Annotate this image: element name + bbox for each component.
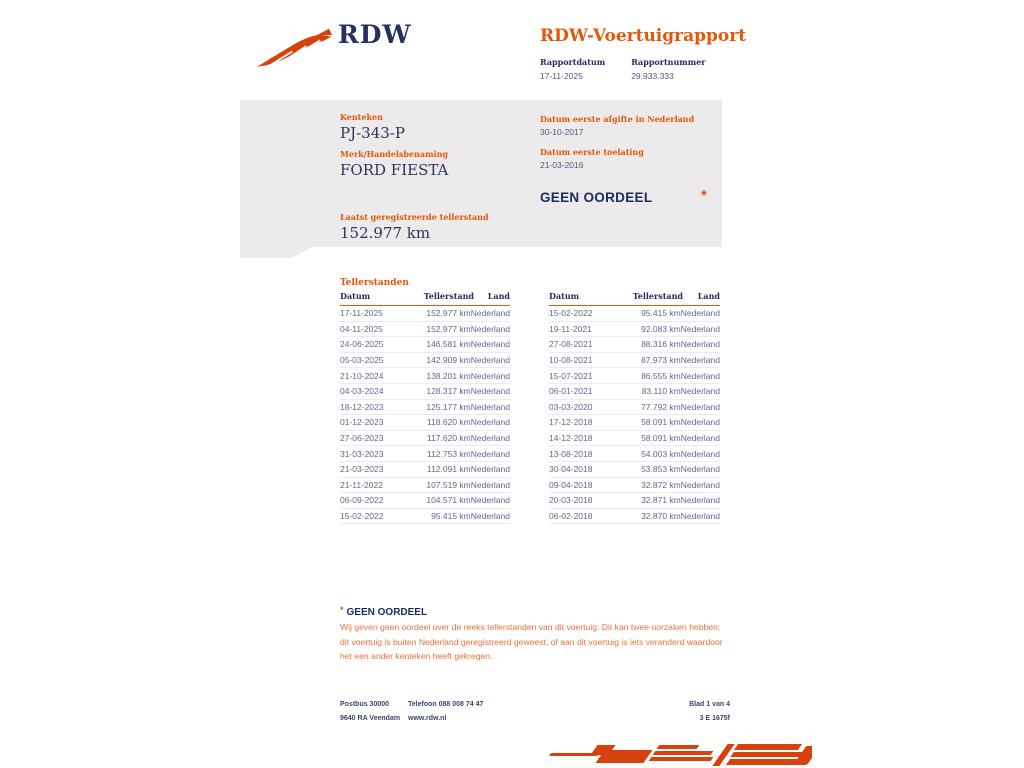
cell-datum: 17-12-2018 [549,417,593,428]
table-row [549,368,720,384]
toelating-label: Datum eerste toelating [540,147,644,157]
afgifte-field [540,114,694,137]
table-row [549,431,720,447]
cell-datum: 06-09-2022 [340,495,384,506]
column-header-datum: Datum [549,291,580,301]
table-row [549,446,720,462]
cell-stand: 95.415 km [431,511,471,522]
table-row [340,493,510,509]
cell-stand: 32.871 km [641,495,681,506]
table-header [549,291,720,306]
table-body [340,306,510,524]
cell-datum: 13-08-2018 [549,448,593,459]
cell-land: Nederland [470,433,510,444]
afgifte-label: Datum eerste afgifte in Nederland [540,114,695,124]
cell-land: Nederland [680,479,720,490]
cell-stand: 83.110 km [641,386,681,397]
table-row [549,400,720,416]
table-row [549,509,720,525]
footnote-asterisk: * [340,605,344,615]
cell-datum: 15-02-2022 [340,511,384,522]
footer-page-number: Blad 1 van 4 [689,701,730,708]
cell-datum: 15-02-2022 [549,308,593,319]
cell-stand: 92.083 km [641,323,681,334]
table-row [340,368,510,384]
footer-address-line1: Postbus 30000 [340,701,390,708]
column-header-land: Land [487,291,510,301]
cell-land: Nederland [470,464,510,475]
rdw-wing-logo-icon [256,24,334,70]
verdict-asterisk: * [701,187,707,204]
cell-datum: 14-12-2018 [549,433,593,444]
cell-land: Nederland [680,495,720,506]
report-meta [540,57,706,81]
cell-stand: 58.091 km [641,417,681,428]
tellerstand-label: Laatst geregistreerde tellerstand [340,212,489,222]
table-row [549,384,720,400]
cell-datum: 20-03-2018 [549,495,593,506]
cell-datum: 30-04-2018 [549,464,593,475]
cell-land: Nederland [470,511,510,522]
cell-stand: 32.872 km [641,479,681,490]
table-row [340,478,510,494]
cell-datum: 09-04-2018 [549,479,593,490]
cell-datum: 01-12-2023 [340,417,384,428]
column-header-tellerstand: Tellerstand [423,291,474,301]
cell-stand: 54.003 km [641,448,681,459]
cell-stand: 58.091 km [641,433,681,444]
cell-datum: 31-03-2023 [340,448,384,459]
cell-datum: 18-12-2023 [340,401,384,412]
cell-land: Nederland [470,417,510,428]
cell-stand: 117.620 km [426,433,471,444]
table-row [549,415,720,431]
report-number-value: 29.933.333 [631,71,674,81]
cell-stand: 95.415 km [641,308,681,319]
cell-stand: 112.091 km [426,464,471,475]
table-row [549,462,720,478]
cell-land: Nederland [680,355,720,366]
table-row [549,306,720,322]
cell-land: Nederland [680,386,720,397]
table-row [340,384,510,400]
cell-land: Nederland [680,417,720,428]
cell-datum: 19-11-2021 [549,323,592,334]
cell-stand: 87.973 km [641,355,681,366]
table-row [340,462,510,478]
cell-stand: 128.317 km [426,386,471,397]
tellerstanden-table-left [340,291,510,524]
cell-stand: 107.519 km [426,479,471,490]
tellerstand-value: 152.977 km [340,224,431,242]
table-row [340,322,510,338]
cell-datum: 24-06-2025 [340,339,384,350]
cell-stand: 86.555 km [641,370,681,381]
cell-stand: 53.853 km [641,464,681,475]
afgifte-value: 30-10-2017 [540,127,584,137]
cell-stand: 88.316 km [641,339,681,350]
cell-datum: 04-11-2025 [340,323,383,334]
cell-land: Nederland [680,401,720,412]
cell-land: Nederland [470,401,510,412]
toelating-field [540,147,644,170]
table-row [549,353,720,369]
cell-stand: 138.201 km [426,370,471,381]
table-row [549,322,720,338]
column-header-datum: Datum [340,291,371,301]
merk-field [340,149,448,179]
cell-datum: 05-03-2025 [340,355,384,366]
footer-address-line2: 9640 RA Veendam [340,715,401,722]
report-number-label: Rapportnummer [631,57,706,67]
cell-datum: 06-02-2018 [549,511,593,522]
table-row [549,478,720,494]
document-title: RDW-Voertuigrapport [540,26,747,46]
table-row [340,337,510,353]
table-row [340,415,510,431]
cell-land: Nederland [470,386,510,397]
cell-land: Nederland [470,370,510,381]
rdw-wordmark: RDW [338,20,412,49]
cell-stand: 152.977 km [426,323,471,334]
cell-land: Nederland [470,479,510,490]
cell-land: Nederland [680,433,720,444]
report-date-label: Rapportdatum [540,57,606,67]
kenteken-value: PJ-343-P [340,124,405,142]
cell-stand: 104.571 km [426,495,471,506]
cell-datum: 06-01-2021 [549,386,593,397]
decorative-stripes-graphic [548,742,812,768]
footer-right [600,701,730,722]
merk-value: FORD FIESTA [340,161,449,179]
cell-datum: 15-07-2021 [549,370,593,381]
cell-datum: 27-06-2023 [340,433,384,444]
cell-land: Nederland [680,511,720,522]
column-header-tellerstand: Tellerstand [632,291,683,301]
cell-stand: 32.870 km [641,511,681,522]
table-row [340,353,510,369]
cell-datum: 10-08-2021 [549,355,593,366]
table-row [340,446,510,462]
table-row [340,509,510,525]
footer-website: www.rdw.nl [408,715,447,722]
cell-land: Nederland [470,323,510,334]
cell-stand: 77.792 km [641,401,681,412]
kenteken-label: Kenteken [340,112,383,122]
table-row [549,493,720,509]
kenteken-field [340,112,405,142]
cell-land: Nederland [680,323,720,334]
cell-stand: 112.753 km [426,448,471,459]
footnote-title: GEEN OORDEEL [346,607,428,618]
cell-stand: 125.177 km [426,401,471,412]
cell-stand: 152.977 km [426,308,471,319]
cell-datum: 03-03-2020 [549,401,593,412]
cell-land: Nederland [680,339,720,350]
table-row [340,306,510,322]
cell-datum: 21-10-2024 [340,370,384,381]
cell-land: Nederland [680,308,720,319]
column-header-land: Land [697,291,720,301]
cell-stand: 146.581 km [426,339,471,350]
footnote-heading [340,605,427,618]
cell-stand: 118.620 km [426,417,471,428]
toelating-value: 21-03-2016 [540,160,584,170]
cell-datum: 04-03-2024 [340,386,384,397]
summary-box-corner-tab [240,247,312,258]
cell-datum: 21-11-2022 [340,479,383,490]
table-row [340,400,510,416]
cell-land: Nederland [680,370,720,381]
merk-label: Merk/Handelsbenaming [340,149,449,159]
cell-land: Nederland [470,308,510,319]
cell-land: Nederland [470,448,510,459]
cell-stand: 142.909 km [426,355,471,366]
verdict-text: GEEN OORDEEL [540,190,653,205]
footer-form-code: 3 E 1675f [699,715,730,722]
cell-land: Nederland [470,495,510,506]
cell-datum: 21-03-2023 [340,464,384,475]
table-body [549,306,720,524]
cell-datum: 17-11-2025 [340,308,383,319]
footer-phone: Telefoon 088 008 74 47 [408,701,484,708]
cell-land: Nederland [470,355,510,366]
cell-datum: 27-08-2021 [549,339,593,350]
table-row [549,337,720,353]
tellerstanden-table-right [549,291,720,524]
table-header [340,291,510,306]
cell-land: Nederland [470,339,510,350]
cell-land: Nederland [680,464,720,475]
report-date-value: 17-11-2025 [540,71,583,81]
footnote-paragraph: Wij geven geen oordeel over de reeks tellerstanden van dit voertuig. Dit kan twee oorzaken hebben: dit voertuig is buiten Nederland geregistreerd geweest, of aan dit voertuig is iets veranderd waardoor het een ander kenteken heeft gekregen. [340,622,723,661]
tellerstanden-section-title: Tellerstanden [340,278,409,288]
cell-land: Nederland [680,448,720,459]
tellerstand-field [340,212,489,242]
table-row [340,431,510,447]
